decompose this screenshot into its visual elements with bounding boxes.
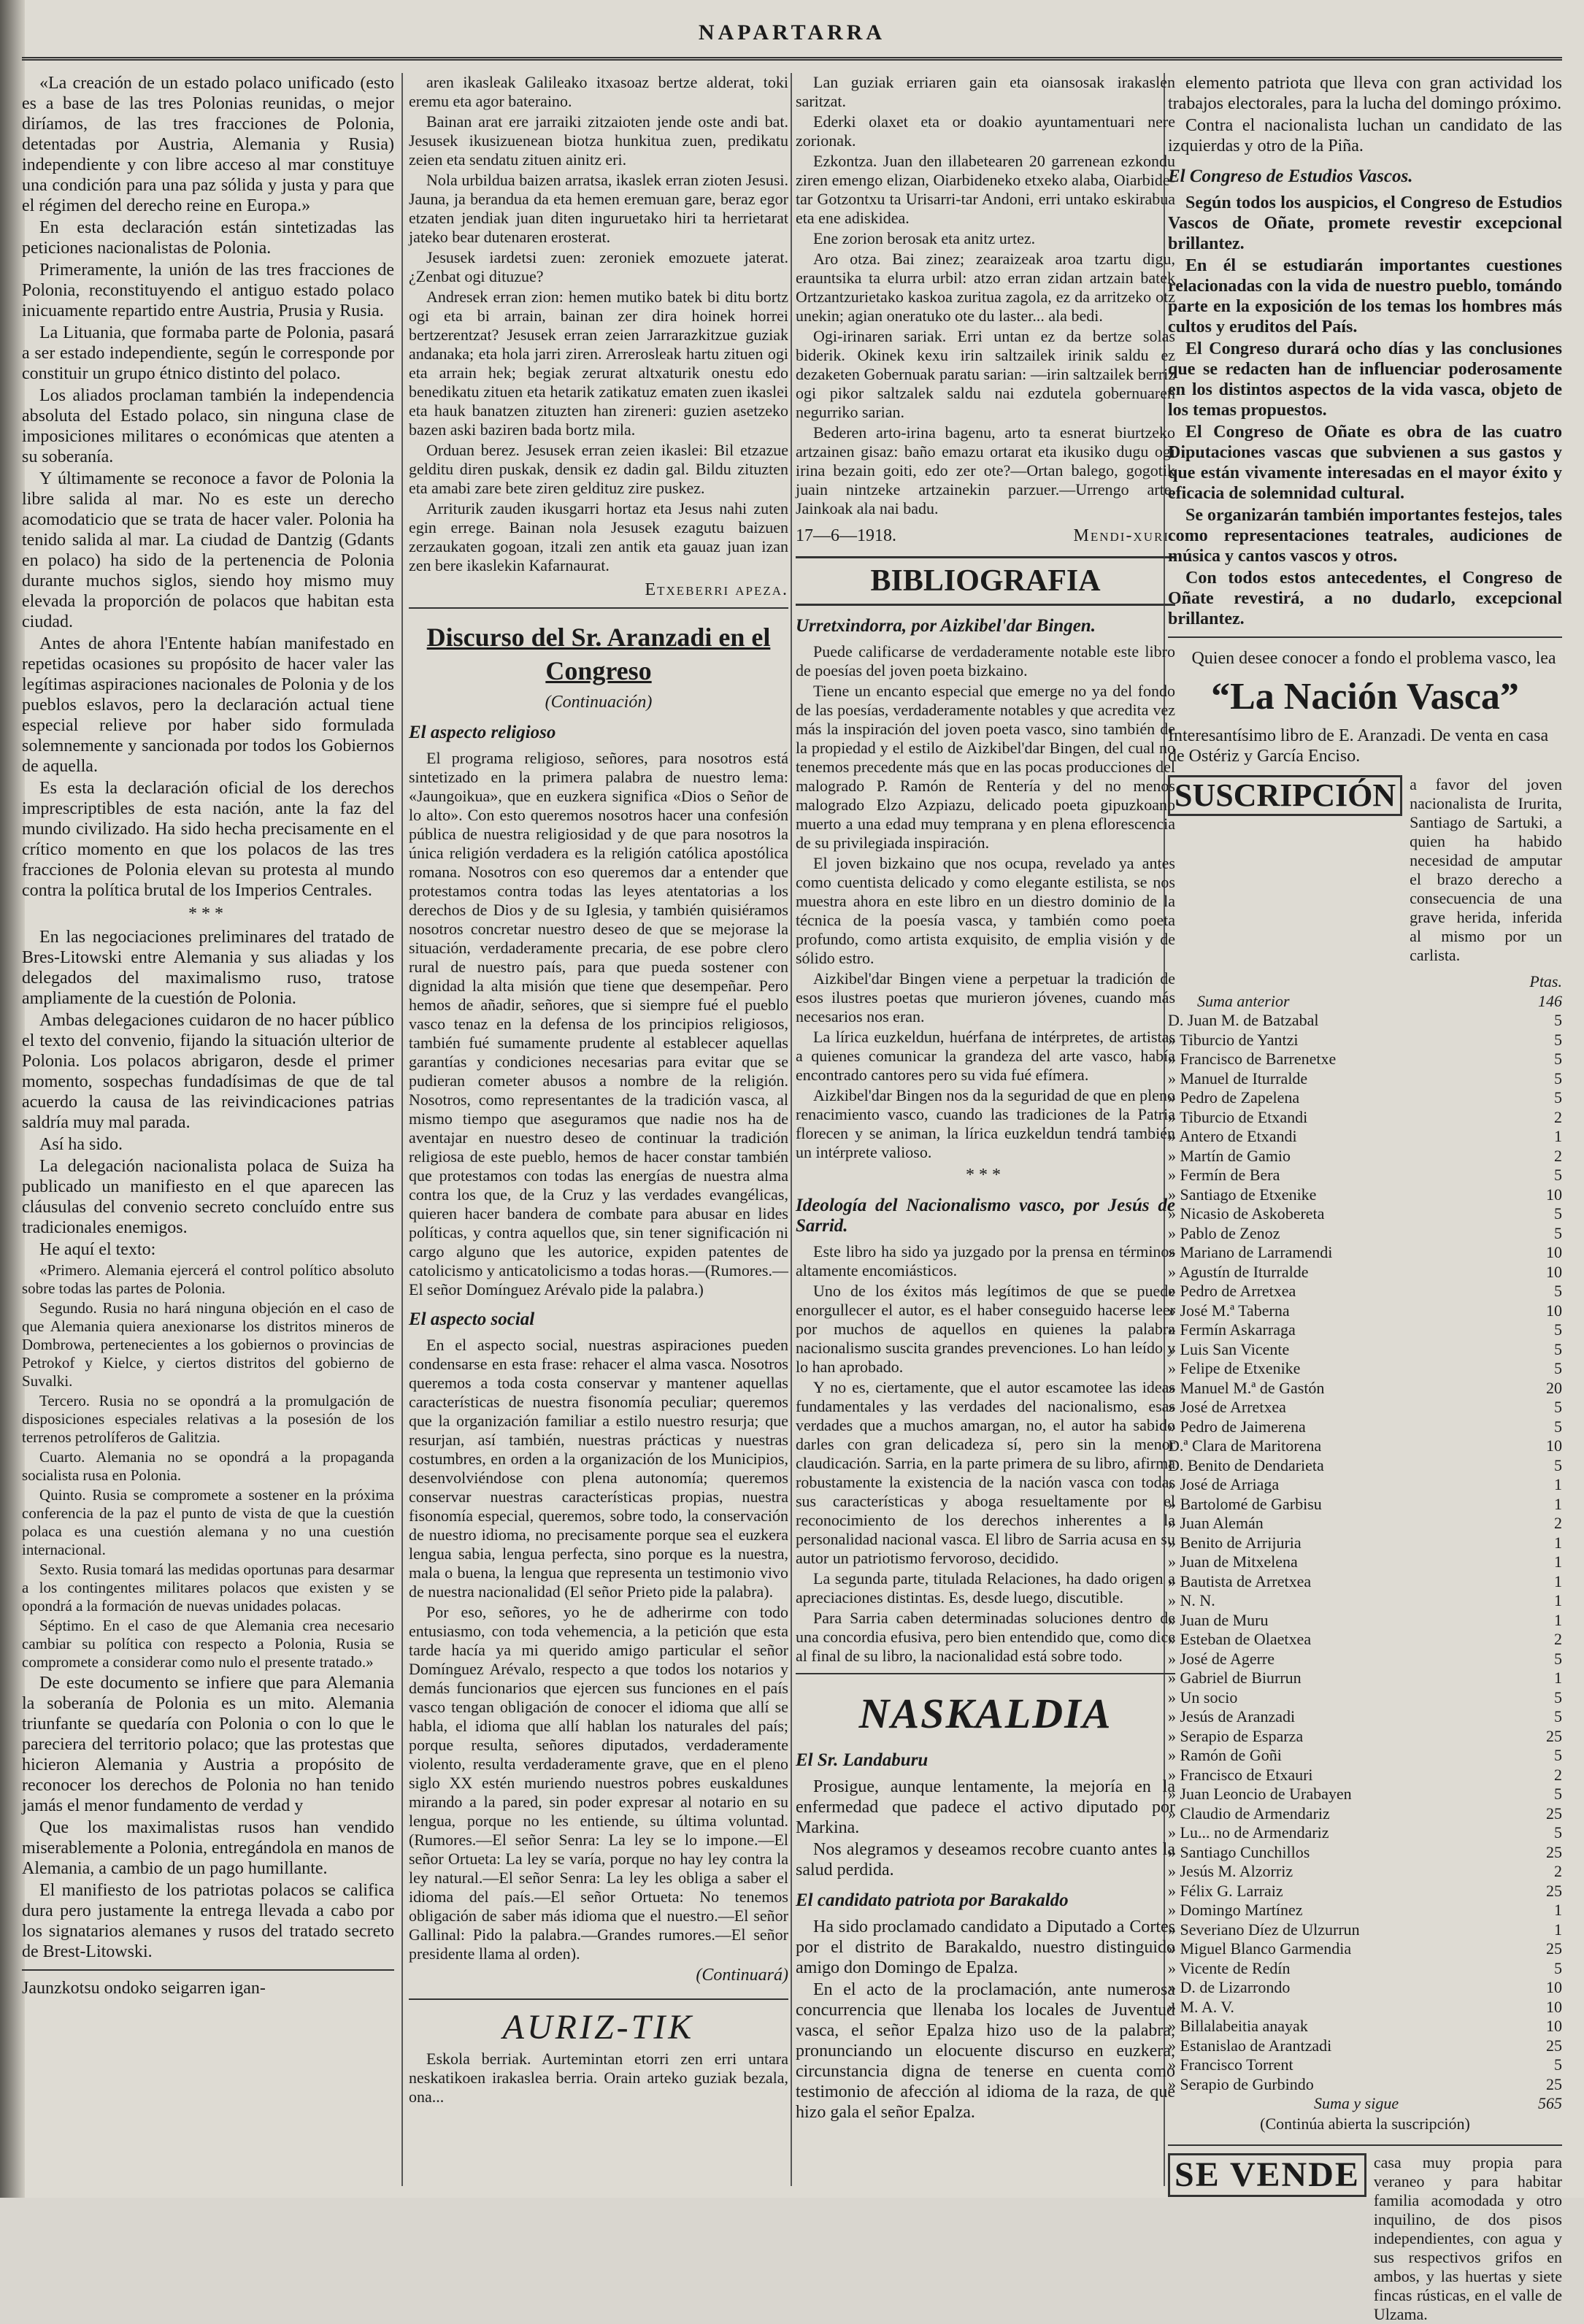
donor-amount: 5 [1554, 1746, 1562, 1764]
donor-name: » N. N. [1168, 1591, 1215, 1609]
donor-row [1168, 1707, 1562, 1727]
paragraph: La lírica euzkeldun, huérfana de intérpretes, de artistas a quienes comunicar la grandeza del arte vasco, había encontrado cantores pero su vida fué efímera. [796, 1028, 1175, 1084]
donor-amount: 5 [1554, 1958, 1562, 1977]
donor-amount: 10 [1546, 1262, 1562, 1281]
donor-amount: 5 [1554, 1011, 1562, 1029]
donor-row [1168, 1417, 1562, 1437]
column-1 [22, 73, 394, 2186]
paragraph: El Congreso durará ocho días y las conclusiones que se redacten han de influenciar poderosamente en los distintos aspectos de la vida vasca, objeto de los temas propuestos. [1168, 339, 1562, 420]
donor-amount: 5 [1554, 1359, 1562, 1377]
donor-row [1168, 1456, 1562, 1476]
donor-name: D.ª Clara de Maritorena [1168, 1436, 1322, 1455]
donor-amount: 10 [1546, 1436, 1562, 1455]
paragraph: El programa religioso, señores, para nosotros está sintetizado en la primera palabra de nuestro lema: «Jaungoikua», que en euzkera significa «Dios o Señor de lo alto». Con esto queremos nosotros hacer una confesión pública de nuestra religiosidad y de que para nosotros la única religión verdadera es la religión católica apostólica romana. Nosotros con eso queremos dar a entender que protestamos contra todas las leyes atentatorias a los derechos de Dios y de su Iglesia, y también quisiéramos nosotros concretar nuestro deseo de que se mejorase la situación, verdaderamente precaria, de ese pobre clero rural de nuestro país, para que pueda sostener con dignidad la alta misión que tiene que desempeñar. Pero hemos de añadir, señores, que si siempre fué el pueblo vasco tenaz en la defensa de los principios religiosos, también fué sumamente prudente al establecer aquellas garantías y condiciones necesarias para evitar que se pudieran cometer abusos a nombre de la religión. Nosotros, como representantes de la tradición vasca, al mismo tiempo que aseguramos que nadie nos ha de aventajar en nuestro deseo de continuar la tradición religiosa de este pueblo, hemos de hacer constar también que protestamos con todas las energías de nuestra alma contra los que, de la Cruz y las verdades evangélicas, quieren hacer bandera de combate para abusar en lides políticas, y contra aquellos que, sin tener significación ni cargo alguno que les autorice, expiden patentes de catolicismo y anticatolicismo a todas horas.—(Rumores.—El señor Domínguez Arévalo pide la palabra.) [409, 749, 788, 1298]
donor-name: » Claudio de Armendariz [1168, 1804, 1330, 1823]
date: 17—6—1918. [796, 526, 896, 545]
donor-amount: 1 [1554, 1571, 1562, 1590]
continued-label: (Continuará) [696, 1966, 788, 1985]
donor-row [1168, 1108, 1562, 1128]
bibliografia-title: BIBLIOGRAFIA [796, 556, 1175, 606]
donor-amount: 1 [1554, 1610, 1562, 1629]
paragraph: Nos alegramos y deseamos recobre cuanto antes la salud perdida. [796, 1840, 1175, 1879]
donor-row [1168, 1224, 1562, 1244]
donor-row [1168, 1398, 1562, 1417]
donor-row [1168, 1514, 1562, 1534]
paragraph: Se organizarán también importantes festejos, tales como representaciones teatrales, audiciones de música y cantos vascos y otros. [1168, 506, 1562, 566]
paragraph: Primeramente, la unión de las tres fracciones de Polonia, reconstituyendo el antiguo estado polaco inicuamente repartido entre Austria, Prusia y Rusia. [22, 261, 394, 320]
column-rule [791, 73, 792, 2186]
separator-stars: *** [966, 1166, 1005, 1185]
paragraph: Bederen arto-irina bagenu, arto ta esnerat biurtzeko artzainen gisaz: baño emazu ortarat eta ikusiko dugu ogi irina bezain goiti, edo zer ote?—Ortan balego, gogotik juain nintzeke artzainekin parzuer.—Urrengo arte, Jainkoak ala nai badu. [796, 423, 1175, 517]
paragraph: Los aliados proclaman también la independencia absoluta del Estado polaco, sin ninguna clase de imposiciones militares o económicas que atenten a su soberanía. [22, 386, 394, 466]
divider [22, 1969, 394, 1971]
donor-name: » Jesús M. Alzorriz [1168, 1862, 1293, 1880]
donor-amount: 10 [1546, 1997, 1562, 2016]
donor-amount: 10 [1546, 2017, 1562, 2035]
donor-row [1168, 1069, 1562, 1089]
donor-amount: 1 [1554, 1533, 1562, 1552]
donor-amount: 10 [1546, 1301, 1562, 1320]
donor-name: » José M.ª Taberna [1168, 1301, 1290, 1320]
donor-name: » Luis San Vicente [1168, 1339, 1290, 1358]
suma-sigue-label: Suma y sigue [1314, 2094, 1399, 2112]
donor-row [1168, 1804, 1562, 1824]
donor-row [1168, 1611, 1562, 1631]
donor-amount: 5 [1554, 1030, 1562, 1049]
subheading-religious: El aspecto religioso [409, 723, 556, 742]
paragraph: De este documento se infiere que para Alemania la soberanía de Polonia es un mito. Alemania triunfante se quedaría con Polonia o con lo que le pareciera del territorio polaco; que las protestas que hicieron Alemania y Austria a propósito de reconocer los derechos de Polonia no han tenido jamás el menor fundamento de verdad y [22, 1674, 394, 1815]
paragraph: Ederki olaxet eta or doakio ayuntamentuari nere zorionak. [796, 112, 1175, 150]
donor-amount: 5 [1554, 2055, 1562, 2074]
local-news-text [796, 73, 1175, 518]
for-sale-title: SE VENDE [1168, 2153, 1366, 2197]
donor-amount: 2 [1554, 1107, 1562, 1126]
donor-amount: 25 [1546, 1881, 1562, 1900]
signature: Etxeberri apeza. [645, 580, 788, 599]
paragraph: Ogi-irinaren sariak. Erri untan ez da bertze solas biderik. Okinek kexu irin saltzailek irinik saldu ez dezaketen Gobernuak paratu sarian: —irin saltzailek berriz ogi pikor saltzalek saldu nai ezdutela gobernuaren negurriko sarian. [796, 327, 1175, 421]
paragraph: Bainan arat ere jarraiki zitzaioten jende oste andi bat. Jesusek ikusizuenean biotza hunkitua zuen, predikatu zeien eta sendatu zituen ainitz eri. [409, 112, 788, 169]
donor-name: » José de Agerre [1168, 1649, 1275, 1668]
news2-text [796, 1917, 1175, 2123]
donor-row [1168, 1340, 1562, 1360]
continuation-label: (Continuación) [545, 693, 653, 712]
donor-amount: 5 [1554, 1282, 1562, 1300]
donor-name: » Gabriel de Biurrun [1168, 1669, 1302, 1687]
donor-row [1168, 1301, 1562, 1321]
signature: Mendi-xuri. [1073, 526, 1175, 545]
donor-row [1168, 1727, 1562, 1747]
naskaldia-title: NASKALDIA [858, 1690, 1112, 1737]
ptas-header: Ptas. [1529, 972, 1562, 990]
paragraph: Aizkibel'dar Bingen viene a perpetuar la tradición de esos ilustres poetas que murieron jóvenes, cuando más necesarios nos eran. [796, 969, 1175, 1026]
paragraph: Orduan berez. Jesusek erran zeien ikaslei: Bil etzazue gelditu diren puskak, densik ez dadin gal. Bildu zituzten eta amabi zare bete ziren geldituz zire puskez. [409, 441, 788, 497]
religious-text [409, 749, 788, 1299]
donor-name: » Santiago Cunchillos [1168, 1842, 1310, 1861]
paragraph: Con todos estos antecedentes, el Congreso de Oñate revestirá, a no dudarlo, excepcional brillantez. [1168, 569, 1562, 628]
paragraph: Este libro ha sido ya juzgado por la prensa en términos altamente encomiásticos. [796, 1242, 1175, 1280]
donor-name: » Mariano de Larramendi [1168, 1243, 1333, 1261]
candidate-text [1168, 73, 1562, 156]
paragraph: Antes de ahora l'Entente habían manifestado en repetidas ocasiones su propósito de hacer valer las legítimas aspiraciones nacionales de Polonia y de los pueblos eslavos, pero la declaración actual tiene especial relieve por haber sido formulada solemnemente y sancionada por todos los Gobiernos de aquella. [22, 634, 394, 776]
donor-amount: 20 [1546, 1378, 1562, 1397]
donor-row [1168, 1050, 1562, 1069]
congress-title: El Congreso de Estudios Vascos. [1168, 166, 1413, 186]
donor-name: D. Benito de Dendarieta [1168, 1455, 1324, 1474]
paragraph: Por eso, señores, yo he de adherirme con todo entusiasmo, con toda vehemencia, a la petición que esta tarde hacía ya mi querido amigo particular el señor Domínguez Arévalo, respecto a que todos los notarios y demás funcionarios que ejercen sus funciones en el país vasco tengan obligación de conocer el idioma que allí se habla, el idioma que allí hablan los naturales del país; porque resulta, señores diputados, verdaderamente violento, resulta verdaderamente grave, que en el pleno siglo XX estén muriendo nuestros pobres euskaldunes mirando a la pared, sin poder expresar al notario en su lengua, porque no les entiende, su última voluntad. (Rumores.—El señor Senra: La ley se lo impone.—El señor Ortueta: La ley se varía, porque no hay ley contra la ley natural.—El señor Senra: La ley les obliga a saber el idioma del país.—El señor Ortueta: No tenemos obligación de saber más idioma que el nuestro.—El señor Gallinal: Pido la palabra.—Grandes rumores.—El señor presidente llama al orden). [409, 1603, 788, 1963]
auriz-text: Eskola berriak. Aurtemintan etorri zen erri untara neskatikoen irakaslea berria. Orain arteko guziak bezala, ona... [409, 2050, 788, 2106]
donor-row [1168, 1147, 1562, 1166]
dateline [796, 526, 1175, 546]
clause: Tercero. Rusia no se opondrá a la promulgación de disposiciones especiales relativas a la posesión de los terrenos petrolíferos de Galitzia. [22, 1392, 394, 1446]
news1-title: El Sr. Landaburu [796, 1750, 929, 1770]
donor-row [1168, 1920, 1562, 1940]
donor-row [1168, 2055, 1562, 2075]
donor-amount: 25 [1546, 1939, 1562, 1958]
donor-row [1168, 2036, 1562, 2056]
paragraph: En las negociaciones preliminares del tratado de Bres-Litowski entre Alemania y sus aliadas y los delegados del maximalismo ruso, tratose ampliamente de la cuestión de Polonia. [22, 928, 394, 1008]
column-4 [1168, 73, 1562, 2323]
donor-amount: 5 [1554, 1320, 1562, 1339]
donor-name: » Severiano Díez de Ulzurrun [1168, 1920, 1360, 1939]
subheading-social: El aspecto social [409, 1309, 535, 1329]
donor-row [1168, 1978, 1562, 1998]
paragraph: En el acto de la proclamación, ante numerosa concurrencia que llenaba los locales de Juventud vasca, el señor Epalza hizo uso de la palabra, pronunciando un elocuente discurso en euzkera, circunstancia digna de tenerse en cuenta como testimonio de afección al idioma de la raza, de que hizo gala el señor Epalza. [796, 1980, 1175, 2122]
donor-name: » Félix G. Larraiz [1168, 1881, 1283, 1900]
donor-name: » Juan Alemán [1168, 1514, 1264, 1532]
donor-row [1168, 1766, 1562, 1785]
donor-name: » Lu... no de Armendariz [1168, 1823, 1329, 1842]
paragraph: La Lituania, que formaba parte de Polonia, pasará a ser estado independiente, según le corresponde por constituir un grupo étnico distinto del polaco. [22, 323, 394, 383]
donor-name: » Felipe de Etxenike [1168, 1359, 1301, 1377]
divider [796, 1673, 1175, 1674]
donor-amount: 2 [1554, 1765, 1562, 1784]
column-3 [796, 73, 1175, 2186]
treaty-clauses [22, 1261, 394, 1671]
clause: Séptimo. En el caso de que Alemania crea necesario cambiar su política con respecto a Polonia, Rusia se compromete a considerar como nulo el presente tratado.» [22, 1617, 394, 1671]
poland-article-part3 [22, 1673, 394, 1962]
donor-amount: 5 [1554, 1204, 1562, 1223]
donor-name: » Pedro de Zapelena [1168, 1088, 1300, 1107]
donor-row [1168, 1263, 1562, 1282]
donor-name: » Domingo Martínez [1168, 1901, 1303, 1919]
donor-total [1168, 2094, 1562, 2114]
donor-row [1168, 1031, 1562, 1050]
top-rule [22, 57, 1562, 61]
donor-amount: 5 [1554, 1688, 1562, 1707]
paragraph: Arriturik zauden ikusgarri hortaz eta Jesus nahi zuten egin errege. Bainan nola Jesusek ezagutu baizuen zerzaukaten gogoan, itzali zen antik eta gauaz juan izan zen bere ikaslekin Kafarnaurat. [409, 499, 788, 574]
donor-amount: 1 [1554, 1127, 1562, 1145]
column-2 [409, 73, 788, 2186]
paragraph: Para Sarria caben determinadas soluciones dentro de una concordia efusiva, pero bien entendido que, como dice al final de su libro, la nacionalidad está sobre todo. [796, 1609, 1175, 1665]
suma-sigue-value: 565 [1538, 2094, 1562, 2112]
book-promo [1168, 648, 1562, 766]
donor-amount: 5 [1554, 1050, 1562, 1068]
paragraph: Aizkibel'dar Bingen nos da la seguridad de que en pleno renacimiento vasco, cuando las tradiciones de la Patria florecen y se animan, la lírica euzkeldun tendrá también un intérprete valioso. [796, 1086, 1175, 1161]
donor-row [1168, 1823, 1562, 1843]
donor-name: » José de Arretxea [1168, 1398, 1286, 1416]
donor-name: » Bartolomé de Garbisu [1168, 1494, 1322, 1513]
donor-amount: 5 [1554, 1339, 1562, 1358]
divider [409, 607, 788, 609]
clause: Cuarto. Alemania no se opondrá a la propaganda socialista rusa en Polonia. [22, 1448, 394, 1484]
donor-row [1168, 1282, 1562, 1301]
book-description: Interesantísimo libro de E. Aranzadi. De venta en casa de Ostériz y García Enciso. [1168, 726, 1549, 766]
donor-name: » Fermín de Bera [1168, 1166, 1280, 1184]
donor-name: » Francisco de Barrenetxe [1168, 1050, 1337, 1068]
donor-name: » Tiburcio de Yantzi [1168, 1030, 1299, 1049]
donor-name: » Francisco Torrent [1168, 2055, 1293, 2074]
donor-row [1168, 1475, 1562, 1495]
donor-name: » Nicasio de Askobereta [1168, 1204, 1325, 1223]
donor-name: » Francisco de Etxauri [1168, 1765, 1313, 1784]
paragraph: Y no es, ciertamente, que el autor escamotee las ideas fundamentales y las verdades del nacionalismo, esas verdades que a muchos amargan, no, el autor ha sabido darles con gran delicadeza sí, pero sin la menor claudicación. Sarria, en la parte primera de su libro, afirma robustamente la existencia de la nación vasca con todas sus características y aboga resueltamente por el reconocimiento de los derechos inherentes a la personalidad nacional vasca. El libro de Sarria acusa en su autor un patriotismo fervoroso, decidido. [796, 1378, 1175, 1567]
donor-amount: 2 [1554, 1630, 1562, 1648]
donor-amount: 1 [1554, 1669, 1562, 1687]
promo-line: Quien desee conocer a fondo el problema vasco, lea [1191, 649, 1556, 668]
auriz-tik-title: AURIZ-TIK [409, 1998, 788, 2050]
donor-row [1168, 1552, 1562, 1572]
paragraph: Uno de los éxitos más legítimos de que se puede enorgullecer el autor, es el haber conseguido hacerse leer por muchos de aquellos en quienes la palabra nacionalismo suscita grandes prevenciones. Lo han leído y lo han aprobado. [796, 1282, 1175, 1376]
gospel-text [409, 73, 788, 575]
donor-row [1168, 1320, 1562, 1340]
donor-amount: 1 [1554, 1591, 1562, 1609]
clause: Quinto. Rusia se compromete a sostener en la próxima conferencia de la paz el punto de vista de que la cuestión polaca es una cuestión alemana y no una cuestión internacional. [22, 1486, 394, 1558]
donor-amount: 10 [1546, 1185, 1562, 1204]
donor-name: » Miguel Blanco Garmendia [1168, 1939, 1352, 1958]
donor-name: » Agustín de Iturralde [1168, 1262, 1309, 1281]
donor-name: » Fermín Askarraga [1168, 1320, 1296, 1339]
paragraph: Ene zorion berosak eta anitz urtez. [813, 229, 1036, 247]
donor-amount: 1 [1554, 1920, 1562, 1939]
paragraph: He aquí el texto: [39, 1240, 156, 1259]
for-sale-ad [1168, 2144, 1562, 2324]
separator-stars: *** [188, 904, 228, 923]
donor-name: » Juan de Muru [1168, 1610, 1269, 1629]
donor-amount: 5 [1554, 1707, 1562, 1725]
paragraph: Andresek erran zion: hemen mutiko batek bi ditu bortz ogi eta bi arrain, bainan zer dira hoinek horrei bertzerentzat? Jesusek erran zeien Jarrarazkitzue guziak andanaka; eta hola jarri ziren. Arrerosleak hartu zituen ogi eta arrain hek; begiak zerurat altxaturik onestu edo benedikatu zituen eta hetarik zatikatuz ematen zuen ikaslei eta hauk banatzen zituzten han zireneri: guzien asetzeko bazen aski baziren bada bortz mila. [409, 288, 788, 439]
paragraph: Ambas delegaciones cuidaron de no hacer público el texto del convenio, fijando la situación ulterior de Polonia. Los polacos abrigaron, desde el primer momento, sospechas fundadísimas de que de tal acuerdo la causa de las reivindicaciones patrias saldría muy mal parada. [22, 1011, 394, 1132]
donor-name: » Serapio de Gurbindo [1168, 2074, 1314, 2093]
poland-article-part2 [22, 927, 394, 1260]
donor-name: » Manuel M.ª de Gastón [1168, 1378, 1325, 1397]
donor-amount: 5 [1554, 1088, 1562, 1107]
donor-name: » M. A. V. [1168, 1997, 1234, 2016]
donor-row [1168, 1243, 1562, 1263]
donor-name: » Un socio [1168, 1688, 1238, 1707]
poland-article-part1 [22, 73, 394, 901]
paragraph: En esta declaración están sintetizadas las peticiones nacionalistas de Polonia. [22, 218, 394, 258]
column-footer-text: Jaunzkotsu ondoko seigarren igan- [22, 1979, 266, 1998]
donor-amount: 5 [1554, 1069, 1562, 1088]
donor-name: » Jesús de Aranzadi [1168, 1707, 1296, 1725]
donor-row [1168, 1379, 1562, 1398]
donor-name: » D. de Lizarrondo [1168, 1978, 1291, 1996]
donor-table [1168, 972, 1562, 2094]
subscription-header [1168, 775, 1562, 965]
donor-amount: 25 [1546, 1804, 1562, 1823]
donor-row [1168, 1127, 1562, 1147]
paragraph: Nola urbildua baizen arratsa, ikaslek erran zioten Jesusi. Jauna, ja berandua da eta hemen eremuan gare, beraz egor etzaten jendiak juan diten inguruetako hiri ta herrietarat jateko bear dutenaren erosterat. [409, 171, 788, 246]
donor-amount: 25 [1546, 2036, 1562, 2055]
donor-amount: 1 [1554, 1552, 1562, 1571]
donor-amount: 5 [1554, 1223, 1562, 1242]
divider [1168, 636, 1562, 638]
donor-row [1168, 1088, 1562, 1108]
paragraph: Que los maximalistas rusos han vendido miserablemente a Polonia, entregándola en manos de Alemania, a cambio de un pago humillante. [22, 1818, 394, 1878]
donor-row [1168, 1591, 1562, 1611]
donor-amount: 5 [1554, 1398, 1562, 1416]
paragraph: En el aspecto social, nuestras aspiraciones pueden condensarse en esta frase: rehacer el alma vasca. Nosotros queremos a toda costa conservar y mantener aquellas características de nuestra fisonomía peculiar; queremos que la organización familiar a estilo nuestro resurja; que resurjan, así también, nuestras prácticas y nuestras costumbres, en orden a la organización de los Municipios, desenvolviéndose con plena autonomía; queremos conservar nuestras características propias, nuestra fisonomía especial, queremos, sobre todo, la conservación de nuestro idioma, no precisamente porque sea el euzkera lengua sabia, lengua perfecta, sino porque es la nuestra, mala o buena, la lengua que representa un testimonio vivo de nuestra nacionalidad (El señor Prieto pide la palabra). [409, 1336, 788, 1601]
donor-amount: 5 [1554, 1649, 1562, 1668]
donor-name: » Santiago de Etxenike [1168, 1185, 1317, 1204]
donor-row [1168, 1959, 1562, 1979]
book2-title: Ideología del Nacionalismo vasco, por Jesús de Sarrid. [796, 1196, 1175, 1236]
donor-amount: 2 [1554, 1862, 1562, 1880]
paragraph: Ha sido proclamado candidato a Diputado a Cortes por el distrito de Barakaldo, nuestro distinguido amigo don Domingo de Epalza. [796, 1917, 1175, 1977]
donor-row [1168, 1630, 1562, 1650]
donor-amount: 5 [1554, 1455, 1562, 1474]
donor-row [1168, 1901, 1562, 1920]
donor-amount: 1 [1554, 1901, 1562, 1919]
donor-amount: 25 [1546, 1842, 1562, 1861]
book1-review [796, 642, 1175, 1162]
paragraph: Contra el nacionalista luchan un candidato de las izquierdas y otro de la Piña. [1168, 116, 1562, 155]
donor-name: » Tiburcio de Etxandi [1168, 1107, 1308, 1126]
paragraph: Y últimamente se reconoce a favor de Polonia la libre salida al mar. No es este un derecho acomodaticio que se trata de hacer valer. Polonia ha tenido salida al mar. La ciudad de Dantzig (Gdants en polaco) ha sido de la pertenencia de Polonia durante muchos siglos, siendo hoy mismo muy elevada la proporción de polacos que habitan esta ciudad. [22, 469, 394, 631]
congress-text [1168, 193, 1562, 629]
donor-row [1168, 1862, 1562, 1882]
article-title: Discurso del Sr. Aranzadi en el Congreso [426, 623, 771, 685]
paragraph: Así ha sido. [39, 1135, 123, 1154]
clause: Sexto. Rusia tomará las medidas oportunas para desarmar a los contingentes militares polacos que existen y se opondrá a la formación de nuevas unidades polacas. [22, 1561, 394, 1615]
donor-amount: 1 [1554, 1475, 1562, 1493]
paragraph: Puede calificarse de verdaderamente notable este libro de poesías del joven poeta bizkaino. [796, 642, 1175, 680]
donor-name: » Ramón de Goñi [1168, 1746, 1282, 1764]
paragraph: Lan guziak erriaren gain eta oiansosak irakaslen saritzat. [796, 73, 1175, 110]
paragraph: «La creación de un estado polaco unificado (esto es a base de las tres Polonias reunidas, o mejor diríamos, de las tres fracciones de Polonia, detentadas por Austria, Alemania y Rusia) independiente y con libre acceso al mar constituye una condición para una paz sólida y justa y para que el régimen del derecho reine en Europa.» [22, 74, 394, 215]
paragraph: Aro otza. Bai zinez; zearaizeak aroa tzartu digu, erauntsika ta elurra urbil: atzo erran zidan artzain batek Ortzantzurietako kaskoa zuritua zagola, ez da arritzeko otz unekin; agian oneratuko ote du laster... ala bedi. [796, 250, 1175, 325]
book2-review [796, 1242, 1175, 1666]
donor-row [1168, 1011, 1562, 1031]
donor-row [1168, 1572, 1562, 1592]
binding-shadow [0, 0, 25, 2198]
paragraph: Prosigue, aunque lentamente, la mejoría en la enfermedad que padece el activo diputado por Markina. [796, 1777, 1175, 1837]
donor-name: » Manuel de Iturralde [1168, 1069, 1308, 1088]
donor-amount: 1 [1554, 1494, 1562, 1513]
donor-name: » Antero de Etxandi [1168, 1127, 1297, 1145]
news2-title: El candidato patriota por Barakaldo [796, 1890, 1069, 1910]
subscription-description: a favor del joven nacionalista de Irurita, Santiago de Sartuki, a quien ha habido necesidad de amputar el brazo derecho a consecuencia de una grave herida, inferida al mismo por un carlista. [1410, 775, 1562, 964]
paragraph: Tiene un encanto especial que emerge no ya del fondo de las poesías, verdaderamente notables y que acredita vez más la inspiración del joven poeta vasco, sino también de la propiedad y el estilo de Aizkibel'dar Bingen, del cual no tenemos precedente más que en las pocas producciones del malogrado P. Ramón de Rentería y del no menos malogrado Elzo Azpiazu, delicado poeta gipuzkoano muerto a una edad muy temprana y en plena eflorescencia de su privilegiada inspiración. [796, 682, 1175, 852]
book1-title: Urretxindorra, por Aizkibel'dar Bingen. [796, 616, 1096, 636]
paragraph: La delegación nacionalista polaca de Suiza ha publicado un manifiesto en el que aparecen las cláusulas del convenio secreto concluído entre sus tradicionales enemigos. [22, 1157, 394, 1237]
donor-row [1168, 1843, 1562, 1863]
masthead: NAPARTARRA [698, 20, 886, 45]
donor-name: » Esteban de Olaetxea [1168, 1630, 1312, 1648]
donor-row [1168, 1204, 1562, 1224]
donor-name: » Juan de Mitxelena [1168, 1552, 1298, 1571]
donor-name: » Benito de Arrijuria [1168, 1533, 1302, 1552]
news1-text [796, 1777, 1175, 1880]
donor-amount: 5 [1554, 1785, 1562, 1803]
donor-amount: 2 [1554, 1146, 1562, 1165]
paragraph: aren ikasleak Galileako itxasoaz bertze alderat, toki eremu eta agor bateraino. [409, 73, 788, 110]
donor-name: » Vicente de Redín [1168, 1958, 1291, 1977]
donor-amount: 10 [1546, 1243, 1562, 1261]
donor-row [1168, 2075, 1562, 2095]
donor-name: » Serapio de Esparza [1168, 1726, 1304, 1745]
donor-name: » Martín de Gamio [1168, 1146, 1291, 1165]
paragraph: El joven bizkaino que nos ocupa, revelado ya antes como cuentista delicado y como elegante estilista, se nos muestra ahora en este libro en un diestro dominio de la técnica de la poesía vasca, y también como poeta profundo, como artista exquisito, de emplia visión y de sólido estro. [796, 854, 1175, 967]
suma-anterior-value: 146 [1538, 991, 1562, 1010]
donor-name: » Pedro de Arretxea [1168, 1282, 1296, 1300]
donor-row [1168, 1669, 1562, 1688]
donor-row [1168, 1688, 1562, 1708]
donor-row [1168, 1939, 1562, 1959]
subscription-note: (Continúa abierta la suscripción) [1260, 2114, 1470, 2133]
donor-row [1168, 1882, 1562, 1901]
donor-name: » Bautista de Arretxea [1168, 1571, 1312, 1590]
donor-amount: 5 [1554, 1823, 1562, 1842]
donor-row [1168, 1650, 1562, 1669]
donor-row [1168, 1998, 1562, 2017]
donor-row [1168, 1436, 1562, 1456]
paragraph: La segunda parte, titulada Relaciones, ha dado origen a apreciaciones distintas. Es, desde luego, discutible. [796, 1569, 1175, 1607]
clause: «Primero. Alemania ejercerá el control político absoluto sobre todas las partes de Polonia. [22, 1261, 394, 1297]
donor-name: D. Juan M. de Batzabal [1168, 1011, 1319, 1029]
paragraph: En él se estudiarán importantes cuestiones relacionadas con la vida de nuestro pueblo, tomándo parte en la exposición de los temas los hombres más cultos y eruditos del País. [1168, 256, 1562, 336]
paragraph: Ezkontza. Juan den illabetearen 20 garrenean ezkondu ziren emengo elizan, Oiarbideneko etxeko alaba, Oiarbide-tar Gotzontxu ta Urisarri-tar Andoni, erri untako eskirabua eta ene adiskidea. [796, 152, 1175, 227]
donor-row [1168, 1359, 1562, 1379]
book-title: “La Nación Vasca” [1211, 676, 1519, 717]
donor-amount: 25 [1546, 2074, 1562, 2093]
donor-amount: 2 [1554, 1514, 1562, 1532]
social-text [409, 1336, 788, 1963]
donor-amount: 5 [1554, 1417, 1562, 1436]
donor-row [1168, 1534, 1562, 1553]
suma-anterior-label: Suma anterior [1197, 991, 1290, 1010]
paragraph: El Congreso de Oñate es obra de las cuatro Diputaciones vascas que subvienen a sus gastos y que están vivamente interesadas en el mayor éxito y eficacia de solemnidad cultural. [1168, 423, 1562, 503]
donor-amount: 5 [1554, 1166, 1562, 1184]
donor-row [1168, 1746, 1562, 1766]
donor-row [1168, 2017, 1562, 2036]
donor-name: » Juan Leoncio de Urabayen [1168, 1785, 1352, 1803]
column-rule [401, 73, 403, 2186]
for-sale-description: casa muy propia para veraneo y para habitar familia acomodada y otro inquilino, de dos pisos independientes, con agua y sus respectivos grifos en ambos, y las huertas y siete fincas rústicas, en el valle de Ulzama. [1373, 2152, 1562, 2323]
subscription-title: SUSCRIPCIÓN [1168, 775, 1402, 816]
donor-name: » Pedro de Jaimerena [1168, 1417, 1306, 1436]
donor-row [1168, 1495, 1562, 1515]
donor-name: » José de Arriaga [1168, 1475, 1280, 1493]
donor-amount: 25 [1546, 1726, 1562, 1745]
donor-row [1168, 1166, 1562, 1185]
donor-name: » Pablo de Zenoz [1168, 1223, 1280, 1242]
donor-amount: 10 [1546, 1978, 1562, 1996]
clause: Segundo. Rusia no hará ninguna objeción en el caso de que Alemania quiera anexionarse los distritos mineros de Dombrowa, pertenecientes a los gobiernos o provincias de Petrokof y Kielce, y ciertos distritos del gobierno de Suvalki. [22, 1299, 394, 1390]
donor-row [1168, 1185, 1562, 1205]
donor-name: » Estanislao de Arantzadi [1168, 2036, 1332, 2055]
donor-name: » Billalabeitia anayak [1168, 2017, 1308, 2035]
paragraph: Según todos los auspicios, el Congreso de Estudios Vascos de Oñate, promete revestir excepcional brillantez. [1168, 193, 1562, 253]
paragraph: El manifiesto de los patriotas polacos se califica dura pero justamente la entrega llevada a cabo por los signatarios alemanes y rusos del tratado secreto de Brest-Litowski. [22, 1881, 394, 1961]
paragraph: Es esta la declaración oficial de los derechos imprescriptibles de esta nación, ante la faz del mundo civilizado. Ha sido hecha precisamente en el crítico momento en que los polacos de las tres fracciones de Polonia elevan su protesta al mundo contra la política brutal de los Imperios Centrales. [22, 779, 394, 900]
paragraph: elemento patriota que lleva con gran actividad los trabajos electorales, para la lucha del domingo próximo. [1168, 74, 1562, 113]
paragraph: Jesusek iardetsi zuen: zeroniek emozuete jaterat. ¿Zenbat ogi dituzue? [409, 248, 788, 285]
donor-row [1168, 1785, 1562, 1804]
